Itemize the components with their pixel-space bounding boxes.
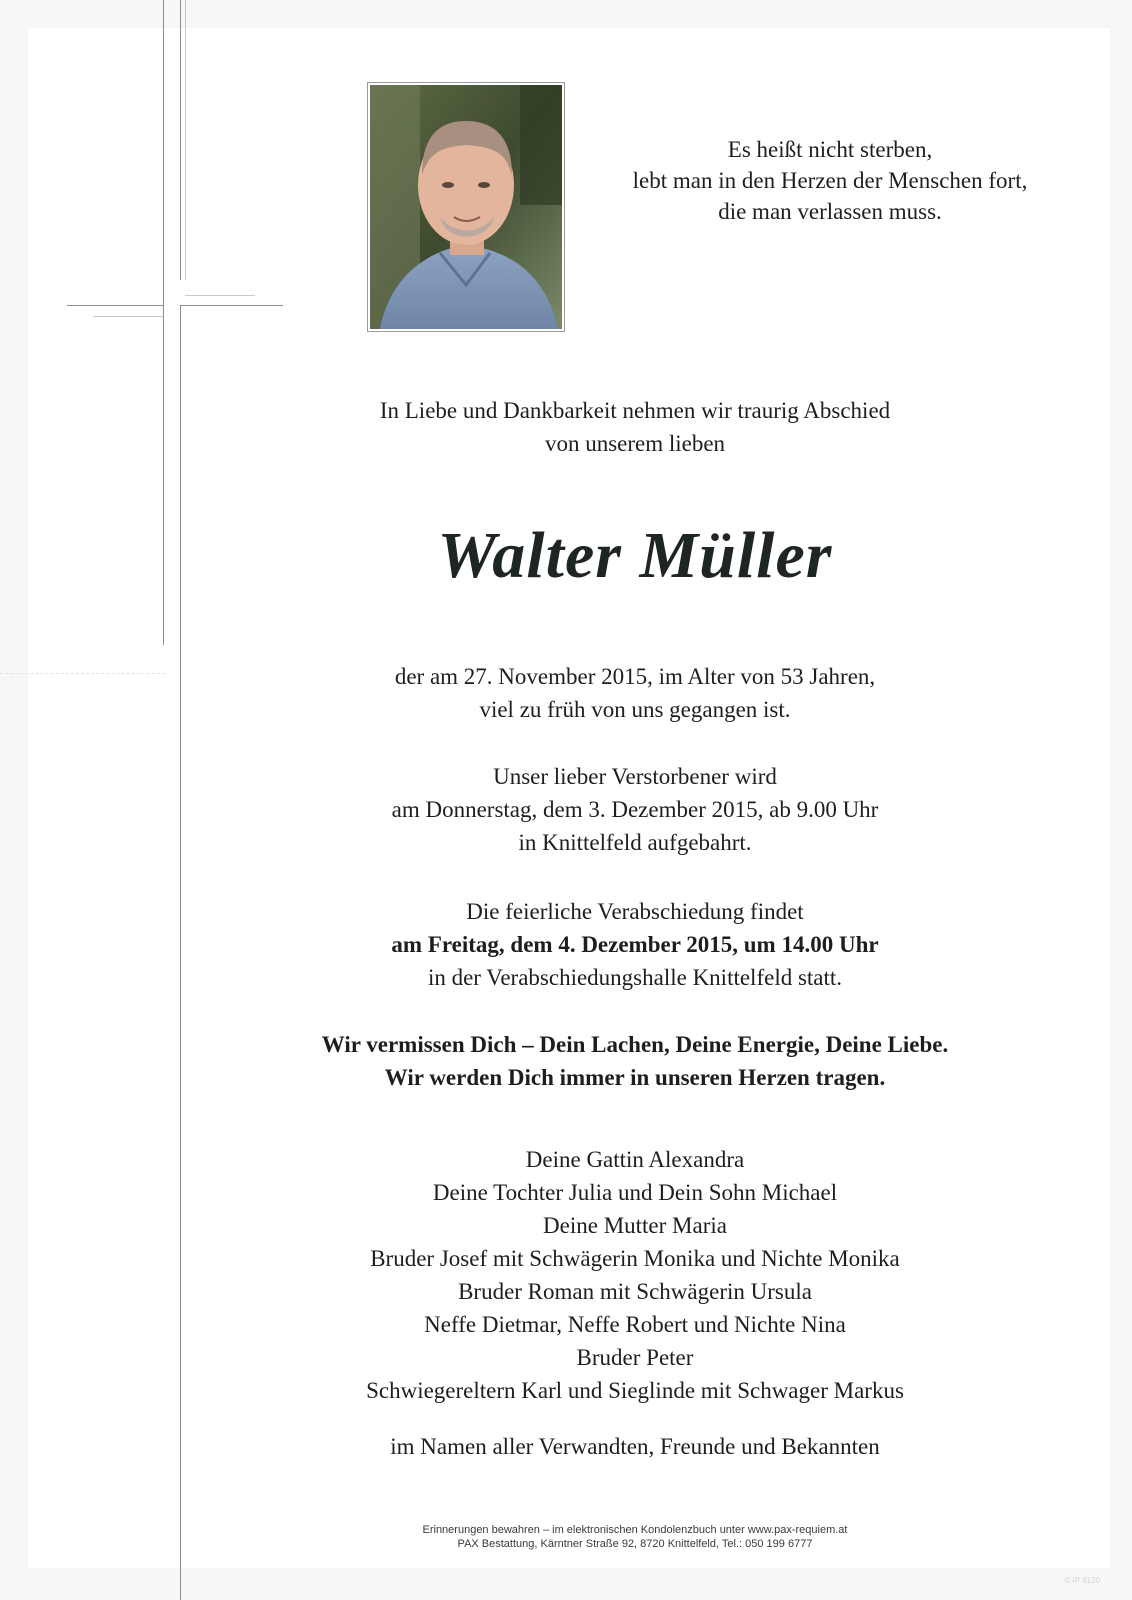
fold-line <box>0 673 165 674</box>
laying-out-line: Unser lieber Verstorbener wird <box>493 764 777 789</box>
intro-line: In Liebe und Dankbarkeit nehmen wir traurig Abschied <box>379 398 891 423</box>
closing-text: im Namen aller Verwandten, Freunde und Bekannten <box>390 1434 880 1459</box>
deceased-name: Walter Müller <box>437 519 833 592</box>
footer-condolence: Erinnerungen bewahren – im elektronischen Kondolenzbuch unter www.pax-requiem.at <box>422 1524 848 1536</box>
mourner-item: Bruder Roman mit Schwägerin Ursula <box>458 1279 812 1304</box>
mourner-item: Deine Gattin Alexandra <box>525 1147 745 1172</box>
motto-line: Wir vermissen Dich – Dein Lachen, Deine Energie, Deine Liebe. <box>321 1032 949 1057</box>
laying-out-line: am Donnerstag, dem 3. Dezember 2015, ab 9.00 Uhr <box>391 797 879 822</box>
death-notice-line: der am 27. November 2015, im Alter von 53 Jahren, <box>394 664 876 689</box>
mourner-item: Deine Mutter Maria <box>543 1213 727 1238</box>
death-notice <box>180 660 1090 726</box>
intro-line: von unserem lieben <box>544 431 726 456</box>
footer <box>180 1523 1090 1551</box>
mourners-list <box>180 1143 1090 1407</box>
mourner-item: Deine Tochter Julia und Dein Sohn Michael <box>432 1180 838 1205</box>
death-notice-line: viel zu früh von uns gegangen ist. <box>479 697 791 722</box>
portrait-photo-icon <box>370 85 562 329</box>
farewell-line: Die feierliche Verabschiedung findet <box>466 899 804 924</box>
laying-out-line: in Knittelfeld aufgebahrt. <box>518 830 752 855</box>
corner-code: © IP 9120 <box>1064 1576 1100 1585</box>
footer-address: PAX Bestattung, Kärntner Straße 92, 8720 Knittelfeld, Tel.: 050 199 6777 <box>457 1538 813 1550</box>
mourner-item: Schwiegereltern Karl und Sieglinde mit Schwager Markus <box>366 1378 904 1403</box>
motto-line: Wir werden Dich immer in unseren Herzen tragen. <box>384 1065 886 1090</box>
mourner-item: Bruder Peter <box>576 1345 694 1370</box>
mourner-item: Bruder Josef mit Schwägerin Monika und Nichte Monika <box>370 1246 900 1271</box>
quote <box>580 134 1080 227</box>
farewell-date: am Freitag, dem 4. Dezember 2015, um 14.00 Uhr <box>391 932 879 957</box>
portrait-photo <box>367 82 565 332</box>
intro-text <box>180 394 1090 460</box>
quote-line: Es heißt nicht sterben, <box>727 137 933 162</box>
quote-line: lebt man in den Herzen der Menschen fort, <box>632 168 1028 193</box>
laying-out-notice <box>180 760 1090 859</box>
quote-line: die man verlassen muss. <box>718 199 942 224</box>
farewell-location: in der Verabschiedungshalle Knittelfeld statt. <box>427 965 843 990</box>
mourner-item: Neffe Dietmar, Neffe Robert und Nichte Nina <box>424 1312 846 1337</box>
farewell-notice <box>180 895 1090 994</box>
closing-line <box>180 1430 1090 1463</box>
motto <box>180 1028 1090 1094</box>
